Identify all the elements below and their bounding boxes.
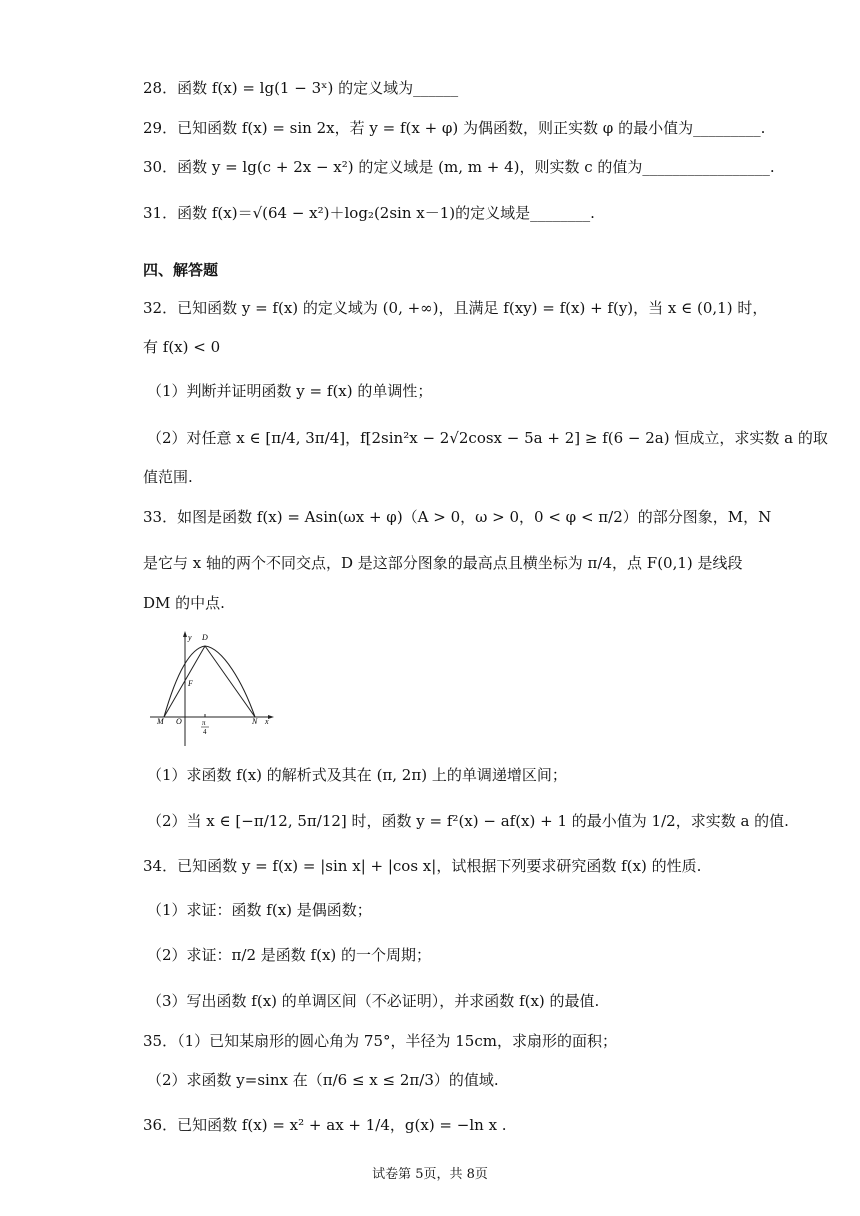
question-30: 30．函数 y = lg(c + 2x − x²) 的定义域是 (m, m + 4)，则实数 c 的值为_________________. <box>143 158 775 176</box>
question-36-line-1: 36．已知函数 f(x) = x² + ax + 1/4，g(x) = −ln x . <box>143 1116 507 1134</box>
sine-curve <box>164 646 255 717</box>
label-n: N <box>252 717 258 726</box>
tick-label-denominator: 4 <box>203 728 207 736</box>
question-29: 29．已知函数 f(x) = sin 2x，若 y = f(x + φ) 为偶函数，则正实数 φ 的最小值为_________. <box>143 119 766 137</box>
question-35-part-2: （2）求函数 y=sinx 在（π/6 ≤ x ≤ 2π/3）的值域. <box>147 1071 499 1089</box>
label-o: O <box>176 717 182 726</box>
page-footer: 试卷第 5页，共 8页 <box>372 1167 488 1182</box>
question-34-part-2: （2）求证：π/2 是函数 f(x) 的一个周期； <box>147 946 432 964</box>
x-axis-arrow <box>268 715 274 719</box>
question-32-part-2: （2）对任意 x ∈ [π/4, 3π/4]，f[2sin²x − 2√2cosx − 5a + 2] ≥ f(6 − 2a) 恒成立，求实数 a 的取 <box>147 429 828 447</box>
y-axis-arrow <box>183 631 187 637</box>
label-m: M <box>157 717 164 726</box>
question-31: 31．函数 f(x)＝√(64 − x²)＋log₂(2sin x－1)的定义域是________. <box>143 204 595 222</box>
question-35-part-1: 35．（1）已知某扇形的圆心角为 75°，半径为 15cm，求扇形的面积； <box>143 1032 617 1050</box>
question-32-part-1: （1）判断并证明函数 y = f(x) 的单调性； <box>147 382 433 400</box>
question-28: 28．函数 f(x) = lg(1 − 3ˣ) 的定义域为______ <box>143 79 459 97</box>
label-x: x <box>265 717 269 726</box>
question-33-line-3: DM 的中点. <box>143 594 225 612</box>
question-32-line-1: 32．已知函数 y = f(x) 的定义域为 (0, +∞)，且满足 f(xy) = f(x) + f(y)，当 x ∈ (0,1) 时， <box>143 299 768 317</box>
section-heading-answers: 四、解答题 <box>143 261 219 279</box>
question-33-line-2: 是它与 x 轴的两个不同交点，D 是这部分图象的最高点且横坐标为 π/4，点 F(0,1) 是线段 <box>143 554 743 572</box>
label-f: F <box>188 679 193 688</box>
question-34-line-1: 34．已知函数 y = f(x) = |sin x| + |cos x|，试根据下列要求研究函数 f(x) 的性质. <box>143 857 702 875</box>
question-33-part-2: （2）当 x ∈ [−π/12, 5π/12] 时，函数 y = f²(x) − af(x) + 1 的最小值为 1/2，求实数 a 的值. <box>147 812 789 830</box>
question-33-line-1: 33．如图是函数 f(x) = Asin(ωx + φ)（A > 0，ω > 0，0 < φ < π/2）的部分图象，M，N <box>143 508 772 526</box>
question-33-part-1: （1）求函数 f(x) 的解析式及其在 (π, 2π) 上的单调递增区间； <box>147 766 567 784</box>
label-d: D <box>202 633 208 642</box>
question-32-line-3: 值范围. <box>143 468 193 486</box>
question-34-part-3: （3）写出函数 f(x) 的单调区间（不必证明），并求函数 f(x) 的最值. <box>147 992 600 1010</box>
label-y: y <box>188 633 192 642</box>
question-34-part-1: （1）求证：函数 f(x) 是偶函数； <box>147 901 372 919</box>
tick-label-numerator: π <box>202 719 206 727</box>
segment-dn <box>205 646 255 717</box>
sine-graph-figure <box>148 628 278 750</box>
question-32-line-2: 有 f(x) < 0 <box>143 338 221 356</box>
